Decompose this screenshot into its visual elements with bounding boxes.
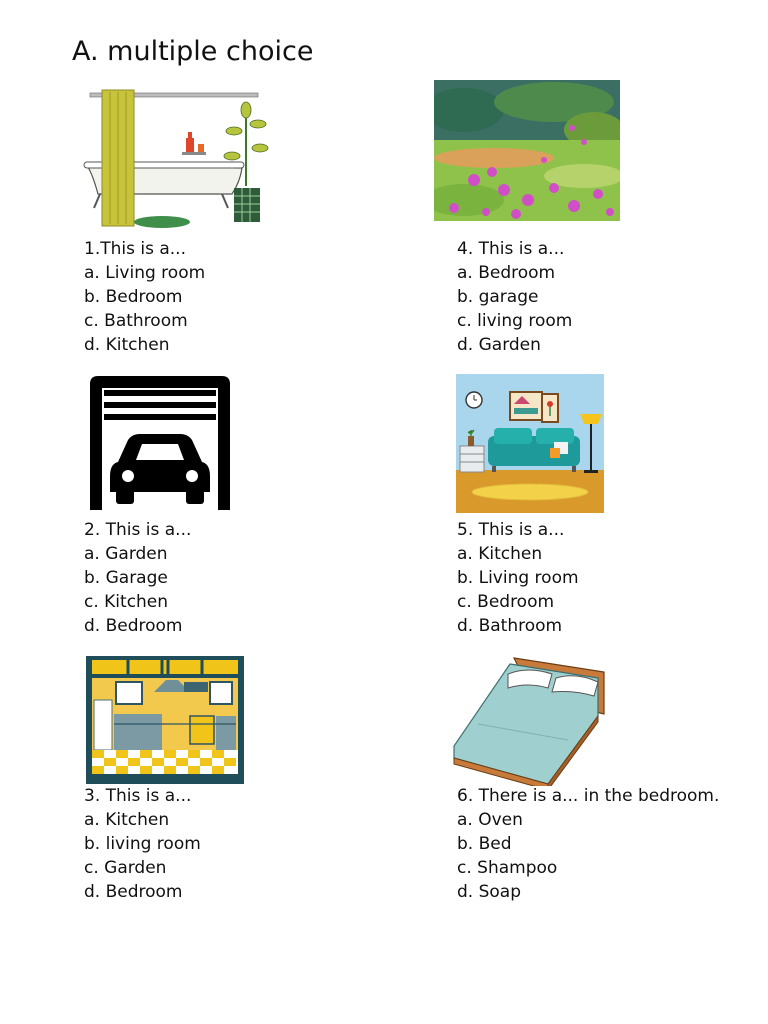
bathroom-illustration: [82, 86, 272, 230]
living-room-illustration: [456, 374, 604, 513]
option-b[interactable]: b. garage: [457, 287, 539, 307]
option-a[interactable]: a. Kitchen: [457, 544, 543, 564]
option-b[interactable]: b. living room: [84, 834, 201, 854]
question-4: [457, 237, 572, 357]
question-prompt: 2. This is a...: [84, 520, 192, 540]
question-prompt: 4. This is a...: [457, 239, 565, 259]
question-prompt: 1.This is a...: [84, 239, 186, 259]
option-d[interactable]: d. Soap: [457, 882, 521, 902]
option-b[interactable]: b. Bed: [457, 834, 512, 854]
question-3: [84, 784, 201, 904]
bed-illustration: [448, 654, 606, 786]
kitchen-illustration: [86, 656, 244, 784]
option-a[interactable]: a. Living room: [84, 263, 206, 283]
option-d[interactable]: d. Garden: [457, 335, 541, 355]
option-d[interactable]: d. Kitchen: [84, 335, 170, 355]
question-5: [457, 518, 579, 638]
option-d[interactable]: d. Bathroom: [457, 616, 563, 636]
question-6: [457, 784, 719, 904]
option-c[interactable]: c. Bedroom: [457, 592, 555, 612]
question-prompt: 3. This is a...: [84, 786, 192, 806]
question-prompt: 6. There is a... in the bedroom.: [457, 786, 720, 806]
question-2: [84, 518, 191, 638]
option-c[interactable]: c. Shampoo: [457, 858, 558, 878]
option-b[interactable]: b. Bedroom: [84, 287, 183, 307]
page-title: A. multiple choice: [72, 36, 314, 67]
option-a[interactable]: a. Oven: [457, 810, 523, 830]
option-c[interactable]: c. Kitchen: [84, 592, 169, 612]
garage-car-icon: [84, 374, 236, 512]
option-c[interactable]: c. Garden: [84, 858, 167, 878]
question-1: [84, 237, 205, 357]
option-c[interactable]: c. living room: [457, 311, 573, 331]
option-a[interactable]: a. Bedroom: [457, 263, 556, 283]
option-a[interactable]: a. Kitchen: [84, 810, 170, 830]
option-c[interactable]: c. Bathroom: [84, 311, 188, 331]
question-prompt: 5. This is a...: [457, 520, 565, 540]
option-b[interactable]: b. Living room: [457, 568, 579, 588]
option-d[interactable]: d. Bedroom: [84, 882, 183, 902]
option-b[interactable]: b. Garage: [84, 568, 168, 588]
option-d[interactable]: d. Bedroom: [84, 616, 183, 636]
option-a[interactable]: a. Garden: [84, 544, 168, 564]
garden-painting: [434, 80, 620, 221]
